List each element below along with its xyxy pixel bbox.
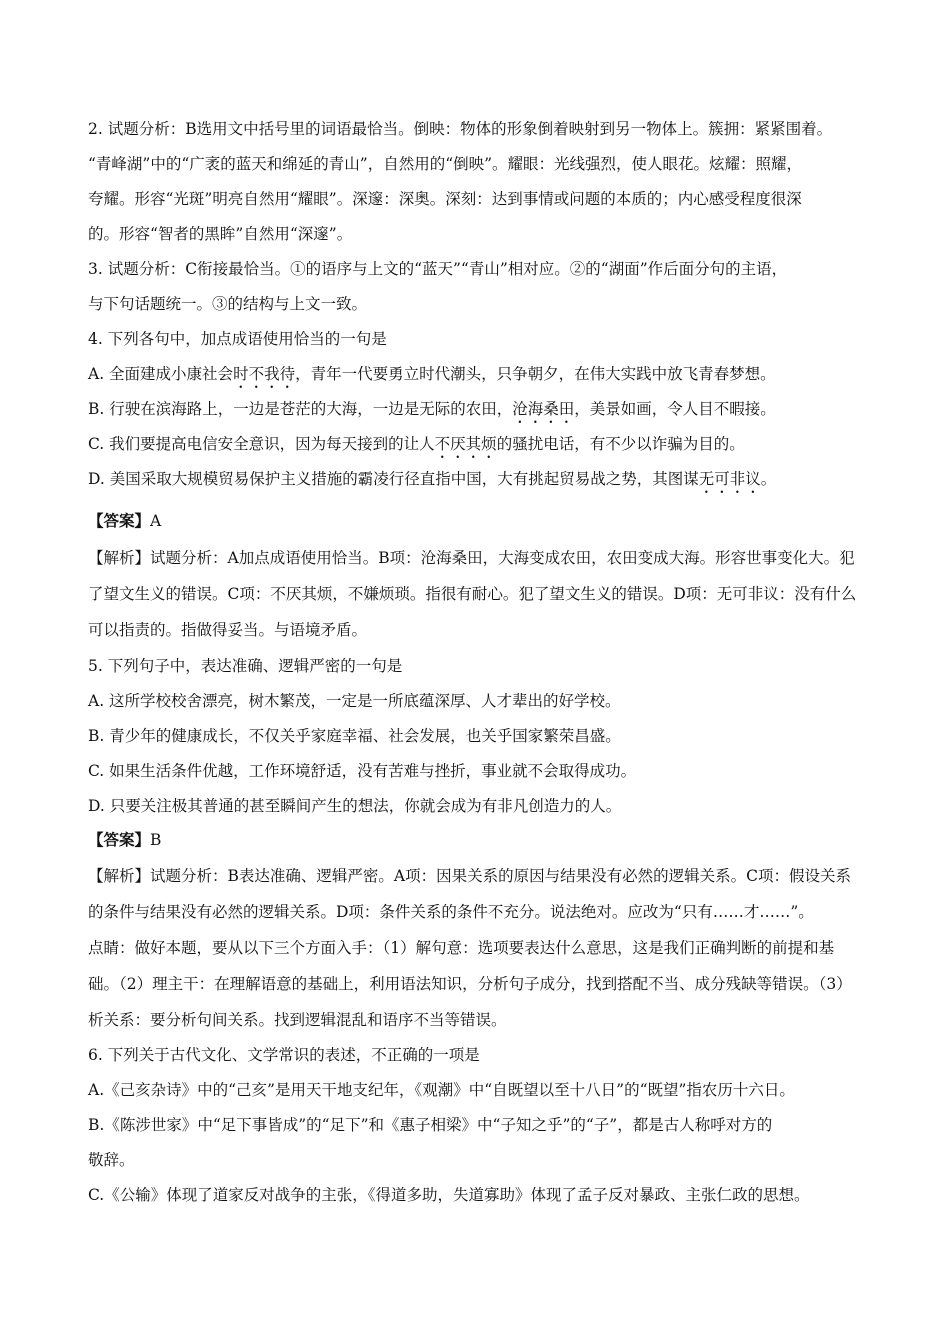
option-text: C. 我们要提高电信安全意识，因为每天接到的让人 bbox=[88, 435, 435, 453]
question-4-option-d bbox=[88, 468, 890, 497]
question-4-option-c bbox=[88, 433, 890, 462]
text-line: 2. 试题分析：B选用文中括号里的词语最恰当。倒映：物体的形象倒着映射到另一物体上。簇拥：紧紧围着。 bbox=[88, 120, 833, 138]
text-line: 夸耀。形容“光斑”明亮自然用“耀眼”。深邃：深奥。深刻：达到事情或问题的本质的；内心感受程度很深 bbox=[88, 190, 802, 208]
option-text: D. 美国采取大规模贸易保护主义措施的霸凌行径直指中国，大有挑起贸易战之势，其图谋 bbox=[88, 470, 699, 488]
question-6-stem: 6. 下列关于古代文化、文学常识的表述，不正确的一项是 bbox=[88, 1046, 480, 1064]
analysis-line: 的条件与结果没有必然的逻辑关系。D项：条件关系的条件不充分。说法绝对。应改为“只有……才……”。 bbox=[88, 903, 814, 921]
answer-label: 【答案】 bbox=[88, 830, 151, 849]
tip-line: 点睛：做好本题，要从以下三个方面入手：（1）解句意：选项要表达什么意思，这是我们正确判断的前提和基 bbox=[88, 939, 835, 957]
question-4-stem: 4. 下列各句中，加点成语使用恰当的一句是 bbox=[88, 330, 387, 348]
question-6-option-c: C.《公输》体现了道家反对战争的主张，《得道多助，失道寡助》体现了孟子反对暴政、主张仁政的思想。 bbox=[88, 1186, 810, 1204]
question-6-option-a: A.《己亥杂诗》中的“己亥”是用天干地支纪年，《观潮》中“自既望以至十八日”的“既望”指农历十六日。 bbox=[88, 1081, 795, 1099]
option-text: A. 全面建成小康社会 bbox=[88, 365, 234, 383]
analysis-line: 【解析】试题分析：A加点成语使用恰当。B项：沧海桑田，大海变成农田，农田变成大海。形容世事变化大。犯 bbox=[88, 549, 855, 567]
text-line: “青峰湖”中的“广袤的蓝天和绵延的青山”，自然用的“倒映”。耀眼：光线强烈，使人眼花。炫耀：照耀， bbox=[88, 155, 803, 173]
question-6-option-b: B.《陈涉世家》中“足下事皆成”的“足下”和《惠子相梁》中“子知之乎”的“子”，都是古人称呼对方的 bbox=[88, 1116, 773, 1134]
dotted-idiom: 无可非议 bbox=[698, 470, 761, 488]
dotted-idiom: 时不我待 bbox=[233, 365, 296, 383]
analysis-line: 【解析】试题分析：B表达准确、逻辑严密。A项：因果关系的原因与结果没有必然的逻辑关系。C项：假设关系 bbox=[88, 867, 851, 885]
analysis-line: 了望文生义的错误。C项：不厌其烦，不嫌烦琐。指很有耐心。犯了望文生义的错误。D项：无可非议：没有什么 bbox=[88, 585, 857, 603]
dotted-idiom: 沧海桑田 bbox=[512, 400, 575, 418]
option-text: 的骚扰电话，有不少以诈骗为目的。 bbox=[496, 435, 745, 453]
tip-line: 析关系：要分析句间关系。找到逻辑混乱和语序不当等错误。 bbox=[88, 1011, 507, 1029]
analysis-line: 可以指责的。指做得妥当。与语境矛盾。 bbox=[88, 621, 368, 639]
question-4-option-b bbox=[88, 398, 890, 427]
question-5-option-d: D. 只要关注极其普通的甚至瞬间产生的想法，你就会成为有非凡创造力的人。 bbox=[88, 797, 622, 815]
question-4-option-a bbox=[88, 363, 890, 392]
option-text: ，美景如画，令人目不暇接。 bbox=[574, 400, 776, 418]
option-text: B. 行驶在滨海路上，一边是苍茫的大海，一边是无际的农田， bbox=[88, 400, 513, 418]
question-5-option-a: A. 这所学校校舍漂亮，树木繁茂，一定是一所底蕴深厚、人才辈出的好学校。 bbox=[88, 692, 621, 710]
question-5-option-b: B. 青少年的健康成长，不仅关乎家庭幸福、社会发展，也关乎国家繁荣昌盛。 bbox=[88, 727, 621, 745]
answer-value: A bbox=[150, 512, 162, 530]
dotted-idiom: 不厌其烦 bbox=[434, 435, 497, 453]
question-6-option-b-cont: 敬辞。 bbox=[88, 1151, 135, 1169]
question-5-option-c: C. 如果生活条件优越，工作环境舒适，没有苦难与挫折，事业就不会取得成功。 bbox=[88, 762, 637, 780]
tip-line: 础。（2）理主干：在理解语意的基础上，利用语法知识，分析句子成分，找到搭配不当、成分残缺等错误。（3） bbox=[88, 975, 852, 993]
option-text: ，青年一代要勇立时代潮头，只争朝夕，在伟大实践中放飞青春梦想。 bbox=[295, 365, 776, 383]
text-line: 与下句话题统一。③的结构与上文一致。 bbox=[88, 295, 368, 313]
answer-value: B bbox=[150, 831, 162, 849]
answer-line bbox=[88, 510, 890, 532]
option-text: 。 bbox=[760, 470, 777, 488]
answer-line bbox=[88, 829, 890, 851]
text-line: 的。形容“智者的黑眸”自然用“深邃”。 bbox=[88, 225, 353, 243]
question-5-stem: 5. 下列句子中，表达准确、逻辑严密的一句是 bbox=[88, 657, 403, 675]
answer-label: 【答案】 bbox=[88, 511, 151, 530]
text-line: 3. 试题分析：C衔接最恰当。①的语序与上文的“蓝天”“青山”相对应。②的“湖面”作后面分句的主语， bbox=[88, 260, 788, 278]
